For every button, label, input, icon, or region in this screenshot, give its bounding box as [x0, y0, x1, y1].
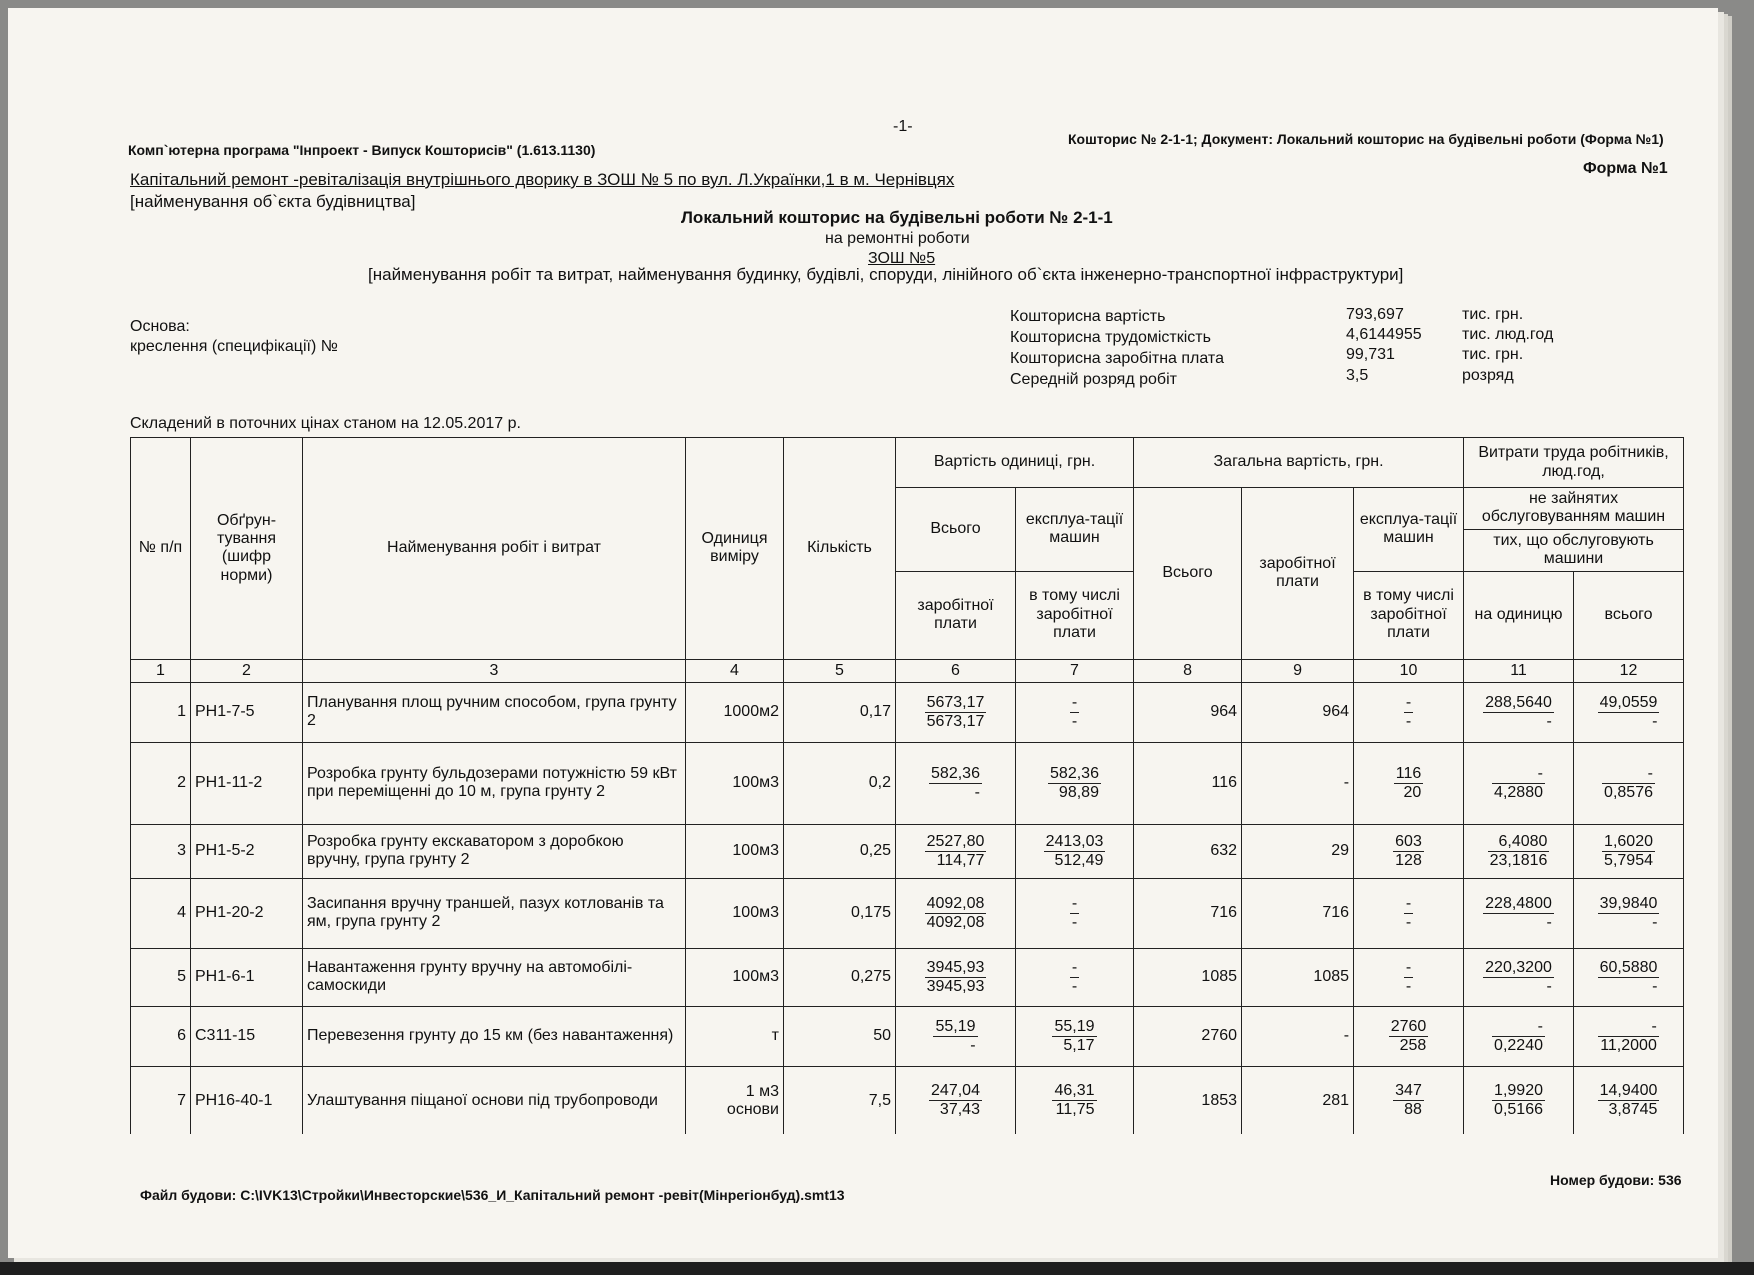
summary-value: 99,731 [1346, 346, 1395, 363]
table-row [131, 948, 1684, 1006]
summary-unit: тис. грн. [1462, 346, 1524, 363]
row-total-machines-fraction [1394, 765, 1424, 802]
page-number: -1- [893, 118, 913, 135]
row-unit-cost-bottom: 114,77 [936, 851, 985, 869]
row-unit-cost-bottom: - [974, 783, 980, 801]
document-ref: Кошторис № 2-1-1; Документ: Локальний кошторис на будівельні роботи (Форма №1) [1068, 131, 1664, 147]
row-unit-machines [1016, 1006, 1134, 1066]
estimate-object: ЗОШ №5 [868, 250, 936, 267]
row-code: С311-15 [191, 1006, 303, 1066]
row-labor-unit-top: 1,9920 [1494, 1082, 1543, 1100]
row-labor-total-fraction [1602, 833, 1655, 870]
row-unit-machines-bottom: - [1071, 913, 1078, 931]
header-total: всього [1574, 571, 1684, 659]
row-unit-machines [1016, 824, 1134, 878]
header-all: Всього [896, 488, 1016, 572]
table-row [131, 1006, 1684, 1066]
row-labor-unit-fraction [1492, 1082, 1545, 1119]
row-total: 116 [1134, 742, 1242, 824]
row-labor-unit-top: 288,5640 [1485, 693, 1552, 711]
row-labor-unit-bottom: 23,1816 [1489, 851, 1548, 869]
row-labor-unit-top: - [1492, 765, 1545, 784]
row-total-machines-bottom: 128 [1395, 851, 1422, 869]
column-number: 7 [1016, 659, 1134, 682]
header-labor: Витрати труда робітників, люд.год, [1464, 438, 1684, 488]
row-labor-unit-fraction [1488, 833, 1550, 870]
row-unit-machines-bottom: 98,89 [1058, 783, 1099, 801]
row-total-wages: - [1242, 742, 1354, 824]
row-labor-total-bottom: 5,7954 [1604, 851, 1653, 869]
row-labor-total-fraction [1598, 1082, 1660, 1119]
row-unit-machines-fraction [1070, 694, 1079, 731]
row-unit-cost-top: 582,36 [931, 764, 980, 782]
column-number: 9 [1242, 659, 1354, 682]
row-qty: 0,25 [784, 824, 896, 878]
row-labor-unit-bottom: - [1546, 977, 1552, 995]
row-total-wages: 964 [1242, 682, 1354, 742]
row-labor-total-bottom: - [1652, 977, 1658, 995]
row-name: Навантаження грунту вручну на автомобілі-самоскиди [303, 948, 686, 1006]
header-num: № п/п [131, 438, 191, 660]
summary-unit: тис. люд.год [1462, 326, 1554, 343]
row-unit-cost-bottom: 4092,08 [926, 913, 985, 931]
row-name: Розробка грунту екскаватором з доробкою вручну, група грунту 2 [303, 824, 686, 878]
table-row [131, 682, 1684, 742]
row-labor-unit-bottom: 0,2240 [1494, 1036, 1543, 1054]
row-labor-total [1574, 948, 1684, 1006]
row-qty: 0,175 [784, 878, 896, 948]
header-unit: Одиниця виміру [686, 438, 784, 660]
row-total: 1085 [1134, 948, 1242, 1006]
row-unit-machines-bottom: - [1071, 712, 1078, 730]
row-unit-cost-fraction [925, 833, 987, 870]
row-unit-cost-bottom: - [970, 1036, 976, 1054]
row-unit-cost-top: 4092,08 [926, 894, 985, 912]
row-total-machines [1354, 1066, 1464, 1134]
row-total-wages: - [1242, 1006, 1354, 1066]
object-caption: [найменування об`єкта будівництва] [130, 192, 416, 211]
row-labor-unit-fraction [1483, 694, 1554, 731]
column-number: 11 [1464, 659, 1574, 682]
row-unit-cost-top: 55,19 [935, 1017, 976, 1035]
column-number: 4 [686, 659, 784, 682]
row-labor-total [1574, 682, 1684, 742]
form-label: Форма №1 [1583, 160, 1668, 177]
row-labor-total-top: - [1602, 765, 1655, 784]
row-total-machines-top: - [1405, 958, 1412, 976]
row-labor-unit [1464, 1066, 1574, 1134]
column-number: 1 [131, 659, 191, 682]
row-unit-machines-top: - [1071, 958, 1078, 976]
row-unit-cost [896, 682, 1016, 742]
row-labor-total-fraction [1598, 895, 1660, 932]
row-labor-unit [1464, 878, 1574, 948]
row-total: 2760 [1134, 1006, 1242, 1066]
row-labor-total-bottom: - [1652, 913, 1658, 931]
row-labor-unit [1464, 682, 1574, 742]
header-machines: експлуа-тації машин [1016, 488, 1134, 572]
row-labor-unit-fraction [1483, 959, 1554, 996]
column-number: 5 [784, 659, 896, 682]
row-number: 7 [131, 1066, 191, 1134]
row-unit: 100м3 [686, 948, 784, 1006]
row-unit-machines [1016, 742, 1134, 824]
row-total-machines-top: 603 [1395, 832, 1422, 850]
row-unit-machines-top: 55,19 [1054, 1017, 1095, 1035]
row-unit-cost [896, 878, 1016, 948]
summary-unit: тис. грн. [1462, 306, 1524, 323]
row-total-wages: 1085 [1242, 948, 1354, 1006]
row-number: 2 [131, 742, 191, 824]
row-labor-total-bottom: 11,2000 [1600, 1036, 1657, 1054]
row-unit: 1 м3 основи [686, 1066, 784, 1134]
row-unit-cost-bottom: 3945,93 [926, 977, 985, 995]
row-labor-unit-fraction [1492, 1018, 1545, 1055]
row-total-machines-bottom: 20 [1403, 783, 1422, 801]
row-total-machines [1354, 1006, 1464, 1066]
row-total-machines-fraction [1389, 1018, 1429, 1055]
basis-label: Основа: [130, 318, 190, 335]
estimate-table [130, 437, 1684, 1134]
row-total-machines-fraction [1404, 694, 1413, 731]
row-unit-cost [896, 948, 1016, 1006]
row-qty: 0,275 [784, 948, 896, 1006]
table-body [131, 682, 1684, 1134]
header-per-unit: на одиницю [1464, 571, 1574, 659]
header-machines-wages: в тому числі заробітної плати [1016, 571, 1134, 659]
row-labor-total-top: 1,6020 [1604, 832, 1653, 850]
header-total-all: Всього [1134, 488, 1242, 660]
table-row [131, 878, 1684, 948]
row-labor-unit-fraction [1492, 765, 1545, 802]
row-labor-unit-bottom: - [1546, 712, 1552, 730]
row-unit-cost-bottom: 37,43 [939, 1101, 980, 1119]
row-unit-cost [896, 1006, 1016, 1066]
column-number: 6 [896, 659, 1016, 682]
row-unit: т [686, 1006, 784, 1066]
column-number: 2 [191, 659, 303, 682]
header-wages: заробітної плати [896, 571, 1016, 659]
row-labor-total-bottom: 0,8576 [1604, 783, 1653, 801]
row-total-machines [1354, 824, 1464, 878]
row-total-machines-fraction [1404, 895, 1413, 932]
row-labor-unit [1464, 742, 1574, 824]
table-row [131, 742, 1684, 824]
summary-value: 3,5 [1346, 367, 1369, 384]
row-total: 716 [1134, 878, 1242, 948]
row-code: РН1-20-2 [191, 878, 303, 948]
row-total-wages: 716 [1242, 878, 1354, 948]
estimate-subtitle: на ремонтні роботи [825, 230, 970, 247]
row-labor-total-top: 49,0559 [1599, 693, 1658, 711]
row-unit-machines-top: 2413,03 [1045, 832, 1104, 850]
row-unit-cost-top: 247,04 [931, 1082, 980, 1100]
table-row [131, 824, 1684, 878]
summary-label: Кошторисна трудомісткість [1010, 329, 1211, 346]
row-labor-unit [1464, 948, 1574, 1006]
row-unit-cost-fraction [929, 1082, 982, 1119]
header-labor-not: не зайнятих обслуговуванням машин [1464, 488, 1684, 530]
row-total-machines-top: 2760 [1390, 1017, 1427, 1035]
row-unit-cost-top: 3945,93 [926, 958, 985, 976]
row-name: Улаштування піщаної основи під трубопроводи [303, 1066, 686, 1134]
row-total-machines [1354, 742, 1464, 824]
row-labor-unit-bottom: 0,5166 [1494, 1101, 1543, 1119]
row-unit: 1000м2 [686, 682, 784, 742]
row-unit-machines-bottom: 11,75 [1055, 1101, 1095, 1119]
row-unit-machines [1016, 682, 1134, 742]
row-total-machines [1354, 878, 1464, 948]
row-labor-total-top: - [1598, 1018, 1659, 1037]
row-unit: 100м3 [686, 742, 784, 824]
row-qty: 50 [784, 1006, 896, 1066]
footer-file: Файл будови: C:\IVK13\Стройки\Инвесторские\536_И_Капітальний ремонт -ревіт(Мінрегіонбуд).smt13 [140, 1187, 845, 1203]
row-unit-machines [1016, 948, 1134, 1006]
row-total: 964 [1134, 682, 1242, 742]
estimate-title: Локальний кошторис на будівельні роботи № 2-1-1 [681, 208, 1113, 227]
row-total-machines-bottom: - [1405, 913, 1412, 931]
row-code: РН1-5-2 [191, 824, 303, 878]
row-unit-machines-fraction [1044, 833, 1106, 870]
header-code: Обґрун-тування (шифр норми) [191, 438, 303, 660]
header-total-cost: Загальна вартість, грн. [1134, 438, 1464, 488]
row-number: 5 [131, 948, 191, 1006]
row-labor-total-fraction [1602, 765, 1655, 802]
column-number: 8 [1134, 659, 1242, 682]
row-labor-total-fraction [1598, 1018, 1659, 1055]
row-labor-total-fraction [1598, 694, 1660, 731]
row-unit-cost-bottom: 5673,17 [926, 712, 985, 730]
row-unit-machines [1016, 1066, 1134, 1134]
row-unit-cost [896, 824, 1016, 878]
footer-build: Номер будови: 536 [1550, 1172, 1682, 1188]
row-unit-cost-fraction [933, 1018, 977, 1055]
row-unit-machines-top: - [1071, 894, 1078, 912]
header-qty: Кількість [784, 438, 896, 660]
row-total-machines-bottom: - [1405, 977, 1412, 995]
row-total-machines-fraction [1393, 833, 1424, 870]
row-unit-machines-fraction [1070, 895, 1079, 932]
row-total-machines-fraction [1404, 959, 1413, 996]
summary-unit: розряд [1462, 367, 1514, 384]
row-unit-machines-fraction [1052, 1018, 1096, 1055]
basis-value: креслення (специфікації) № [130, 338, 338, 355]
table-row [131, 1066, 1684, 1134]
header-total-machines: експлуа-тації машин [1354, 488, 1464, 572]
row-total-machines-top: 347 [1395, 1082, 1422, 1100]
row-code: РН1-11-2 [191, 742, 303, 824]
scan-background [0, 1262, 1754, 1275]
row-labor-total [1574, 1066, 1684, 1134]
row-labor-unit [1464, 1006, 1574, 1066]
summary-label: Середній розряд робіт [1010, 371, 1177, 388]
header-name: Найменування робіт і витрат [303, 438, 686, 660]
row-labor-total-top: 60,5880 [1599, 958, 1658, 976]
row-total-machines-top: 116 [1395, 764, 1422, 782]
row-unit-cost [896, 742, 1016, 824]
row-unit-cost-top: 5673,17 [926, 693, 985, 711]
row-unit-cost-fraction [925, 694, 987, 731]
header-unit-cost: Вартість одиниці, грн. [896, 438, 1134, 488]
row-number: 6 [131, 1006, 191, 1066]
row-total: 1853 [1134, 1066, 1242, 1134]
row-name: Розробка грунту бульдозерами потужністю 59 кВт при переміщенні до 10 м, група грунту 2 [303, 742, 686, 824]
row-unit-machines-top: 582,36 [1050, 764, 1099, 782]
row-total-machines [1354, 948, 1464, 1006]
column-number-row [131, 659, 1684, 682]
row-unit-machines-bottom: 512,49 [1054, 851, 1104, 869]
summary-value: 793,697 [1346, 306, 1404, 323]
row-total-machines [1354, 682, 1464, 742]
row-qty: 7,5 [784, 1066, 896, 1134]
works-caption: [найменування робіт та витрат, найменування будинку, будівлі, споруди, лінійного об`єкта інженерно-транспортної інфраструктури] [368, 265, 1404, 284]
row-labor-total-bottom: 3,8745 [1608, 1101, 1658, 1119]
header-total-wages: заробітної плати [1242, 488, 1354, 660]
row-total-wages: 29 [1242, 824, 1354, 878]
column-number: 3 [303, 659, 686, 682]
row-labor-unit-top: - [1492, 1018, 1545, 1037]
row-total-machines-top: - [1405, 693, 1412, 711]
row-labor-unit [1464, 824, 1574, 878]
summary-label: Кошторисна заробітна плата [1010, 350, 1224, 367]
row-labor-unit-top: 228,4800 [1485, 894, 1552, 912]
row-total-machines-top: - [1405, 894, 1412, 912]
row-labor-unit-top: 6,4080 [1488, 833, 1550, 852]
row-labor-unit-bottom: - [1546, 913, 1552, 931]
row-name: Планування площ ручним способом, група грунту 2 [303, 682, 686, 742]
row-number: 4 [131, 878, 191, 948]
row-unit-machines-fraction [1052, 1082, 1096, 1119]
row-code: РН1-6-1 [191, 948, 303, 1006]
row-unit-cost-top: 2527,80 [926, 832, 985, 850]
header-labor-machine: тих, що обслуговують машини [1464, 529, 1684, 571]
prices-date: Складений в поточних цінах станом на 12.05.2017 р. [130, 415, 521, 432]
row-code: РН1-7-5 [191, 682, 303, 742]
row-unit-cost [896, 1066, 1016, 1134]
column-number: 12 [1574, 659, 1684, 682]
row-labor-total-top: 39,9840 [1599, 894, 1658, 912]
row-total-machines-bottom: 258 [1399, 1036, 1427, 1054]
row-labor-unit-top: 220,3200 [1485, 958, 1552, 976]
row-labor-total [1574, 878, 1684, 948]
row-labor-total [1574, 824, 1684, 878]
row-unit-machines-fraction [1070, 959, 1079, 996]
row-total-machines-bottom: - [1405, 712, 1412, 730]
row-code: РН16-40-1 [191, 1066, 303, 1134]
row-labor-total-fraction [1598, 959, 1660, 996]
header-total-machines-wages: в тому числі заробітної плати [1354, 571, 1464, 659]
row-labor-total [1574, 742, 1684, 824]
row-labor-unit-fraction [1483, 895, 1554, 932]
column-number: 10 [1354, 659, 1464, 682]
row-unit-machines-bottom: - [1071, 977, 1078, 995]
row-name: Засипання вручну траншей, пазух котлованів та ям, група грунту 2 [303, 878, 686, 948]
row-name: Перевезення грунту до 15 км (без навантаження) [303, 1006, 686, 1066]
row-labor-total-top: 14,9400 [1599, 1082, 1658, 1100]
row-unit-machines-top: - [1071, 693, 1078, 711]
summary-label: Кошторисна вартість [1010, 308, 1166, 325]
summary-value: 4,6144955 [1346, 326, 1422, 343]
row-labor-unit-bottom: 4,2880 [1494, 783, 1543, 801]
row-qty: 0,17 [784, 682, 896, 742]
row-total: 632 [1134, 824, 1242, 878]
row-qty: 0,2 [784, 742, 896, 824]
row-unit-cost-fraction [929, 765, 982, 802]
row-unit-cost-fraction [925, 959, 987, 996]
row-total-wages: 281 [1242, 1066, 1354, 1134]
program-title: Комп`ютерна програма "Інпроект - Випуск Кошторисів" (1.613.1130) [128, 142, 596, 158]
row-total-machines-bottom: 88 [1404, 1101, 1422, 1119]
row-number: 3 [131, 824, 191, 878]
row-number: 1 [131, 682, 191, 742]
row-unit: 100м3 [686, 878, 784, 948]
row-unit-machines-top: 46,31 [1054, 1082, 1095, 1100]
object-name: Капітальний ремонт -ревіталізація внутрішнього дворику в ЗОШ № 5 по вул. Л.Українки,1 в м. Чернівцях [130, 170, 955, 189]
row-unit: 100м3 [686, 824, 784, 878]
row-labor-total-bottom: - [1652, 712, 1658, 730]
row-unit-machines-bottom: 5,17 [1063, 1036, 1095, 1054]
row-labor-total [1574, 1006, 1684, 1066]
row-unit-cost-fraction [925, 895, 987, 932]
row-total-machines-fraction [1393, 1082, 1424, 1119]
row-unit-machines-fraction [1048, 765, 1101, 802]
row-unit-machines [1016, 878, 1134, 948]
